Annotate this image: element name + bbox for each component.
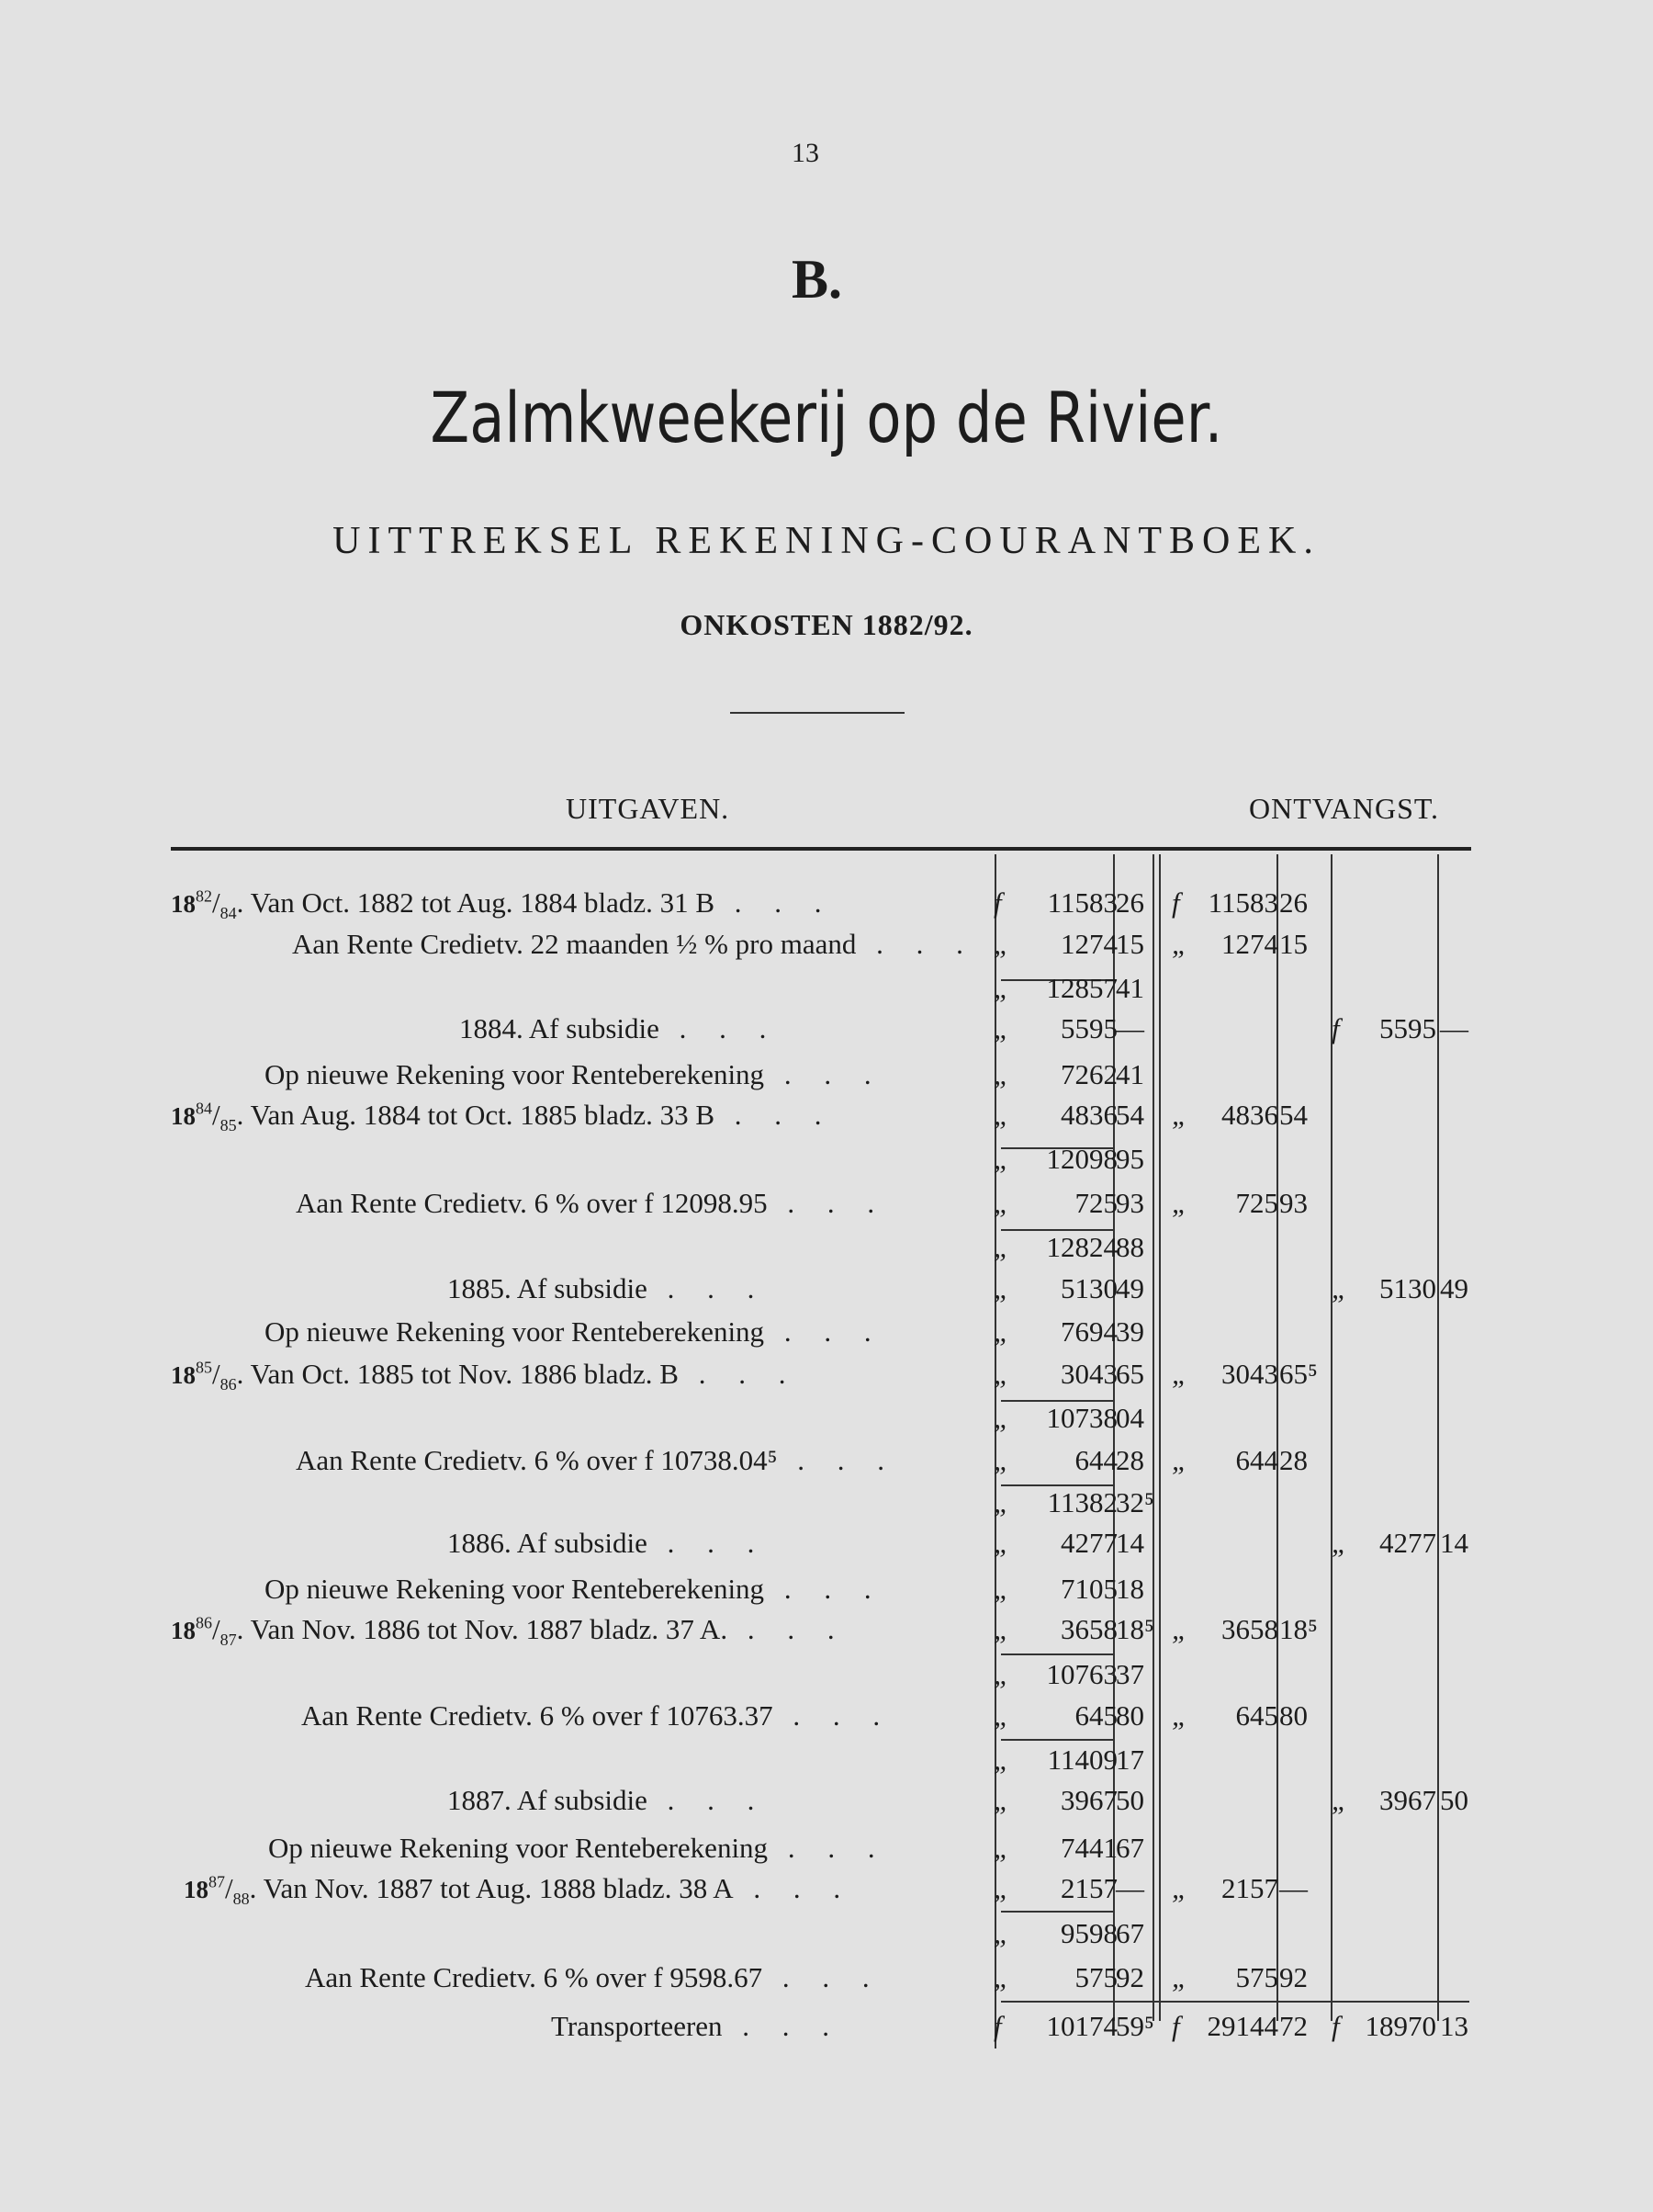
ontvangst-detail-amount: 11583 — [1208, 886, 1278, 919]
ontvangst-detail-currency: f — [1172, 886, 1180, 919]
uitgaven-currency: „ — [994, 972, 1010, 1004]
ontvangst-total-currency: „ — [1332, 1527, 1348, 1559]
uitgaven-amount: 5130 — [1061, 1272, 1118, 1304]
uitgaven-amount: 645 — [1074, 1699, 1118, 1732]
ontvangst-detail-currency: „ — [1172, 1187, 1188, 1219]
ontvangst-total-cents: — — [1440, 1012, 1468, 1044]
uitgaven-cents: 93 — [1116, 1187, 1144, 1219]
ontvangst-total-amount: 18970 — [1365, 2010, 1436, 2042]
row-label: Aan Rente Credietv. 6 % over f 10738.04⁵ — [296, 1444, 778, 1476]
uitgaven-currency: „ — [994, 1832, 1010, 1864]
year-prefix: 18 — [171, 890, 196, 918]
year-sup: 86 — [196, 1613, 212, 1632]
uitgaven-cents: 80 — [1116, 1699, 1144, 1732]
uitgaven-cents: 67 — [1116, 1917, 1144, 1949]
row-label: Op nieuwe Rekening voor Renteberekening — [268, 1832, 769, 1864]
uitgaven-cents: 88 — [1116, 1231, 1144, 1263]
uitgaven-amount: 7694 — [1061, 1315, 1118, 1348]
uitgaven-cents: 67 — [1116, 1832, 1144, 1864]
row-description — [459, 1012, 779, 1045]
page-number: 13 — [792, 138, 819, 168]
table-row — [0, 1012, 1653, 1055]
uitgaven-cents: 32⁵ — [1116, 1486, 1154, 1518]
uitgaven-currency: „ — [994, 1272, 1010, 1304]
ontvangst-total-currency: „ — [1332, 1784, 1348, 1816]
uitgaven-amount: 575 — [1074, 1961, 1118, 1993]
row-label: Van Oct. 1885 tot Nov. 1886 bladz. B — [250, 1358, 679, 1390]
leader-dots: . . . — [714, 1099, 835, 1131]
row-description — [264, 1315, 884, 1349]
year-sup: 85 — [196, 1358, 212, 1377]
row-label: 1885. Af subsidie — [447, 1272, 647, 1304]
uitgaven-currency: „ — [994, 1444, 1010, 1476]
year-sub: 87 — [219, 1631, 237, 1650]
uitgaven-amount: 3043 — [1061, 1358, 1118, 1390]
leader-dots: . . . — [764, 1058, 884, 1090]
table-row — [0, 1699, 1653, 1742]
subheading: ONKOSTEN 1882/92. — [680, 608, 973, 641]
uitgaven-currency: „ — [994, 1315, 1010, 1348]
leader-dots: . . . — [777, 1444, 897, 1476]
ontvangst-detail-cents: 92 — [1279, 1961, 1308, 1993]
uitgaven-amount: 1274 — [1061, 928, 1118, 960]
row-label: Op nieuwe Rekening voor Renteberekening — [264, 1573, 765, 1605]
table-row — [0, 1573, 1653, 1615]
column-header-uitgaven: UITGAVEN. — [566, 792, 730, 825]
row-label: Aan Rente Credietv. 6 % over f 9598.67 — [305, 1961, 763, 1993]
row-description — [551, 2010, 842, 2043]
ontvangst-detail-currency: „ — [1172, 1099, 1188, 1131]
ontvangst-detail-cents: 72 — [1279, 2010, 1308, 2042]
uitgaven-amount: 4836 — [1061, 1099, 1118, 1131]
uitgaven-cents: 95 — [1116, 1143, 1144, 1175]
ontvangst-detail-cents: 80 — [1279, 1699, 1308, 1732]
table-row — [0, 1402, 1653, 1444]
leader-dots: . . . — [647, 1527, 768, 1559]
page-title: Zalmkweekerij op de Rivier. — [430, 377, 1223, 458]
uitgaven-currency: „ — [994, 1573, 1010, 1605]
row-label: Van Nov. 1886 tot Nov. 1887 bladz. 37 A. — [250, 1613, 728, 1645]
uitgaven-currency: „ — [994, 1699, 1010, 1732]
ontvangst-total-amount: 5595 — [1379, 1012, 1436, 1044]
table-row — [0, 1099, 1653, 1141]
uitgaven-amount: 10763 — [1046, 1658, 1118, 1690]
year-sub: 85 — [219, 1116, 237, 1135]
row-description — [268, 1832, 888, 1865]
uitgaven-amount: 12824 — [1046, 1231, 1118, 1263]
uitgaven-amount: 11382 — [1047, 1486, 1118, 1518]
uitgaven-currency: „ — [994, 1961, 1010, 1993]
uitgaven-amount: 3967 — [1061, 1784, 1118, 1816]
leader-dots: . . . — [727, 1613, 848, 1645]
uitgaven-currency: „ — [994, 1187, 1010, 1219]
uitgaven-currency: „ — [994, 1143, 1010, 1175]
uitgaven-currency: „ — [994, 1358, 1010, 1390]
leader-dots: . . . — [856, 928, 976, 960]
table-row — [0, 1486, 1653, 1529]
ontvangst-detail-cents: 15 — [1279, 928, 1308, 960]
year-prefix: 18 — [184, 1876, 208, 1903]
uitgaven-cents: 65 — [1116, 1358, 1144, 1390]
uitgaven-cents: 17 — [1116, 1744, 1144, 1776]
year-sub: 88 — [232, 1890, 250, 1909]
table-row — [0, 1058, 1653, 1100]
table-row — [0, 972, 1653, 1014]
uitgaven-amount: 4277 — [1061, 1527, 1118, 1559]
ontvangst-total-cents: 14 — [1440, 1527, 1468, 1559]
year-sup: 87 — [208, 1872, 225, 1891]
leader-dots: . . . — [767, 1187, 888, 1219]
year-prefix: 18 — [171, 1361, 196, 1389]
ontvangst-detail-amount: 725 — [1235, 1187, 1278, 1219]
row-description — [447, 1272, 767, 1305]
table-row — [0, 1917, 1653, 1959]
ontvangst-total-currency: f — [1332, 2010, 1340, 2042]
table-row — [0, 2010, 1653, 2052]
ontvangst-detail-currency: f — [1172, 2010, 1180, 2042]
ontvangst-total-cents: 13 — [1440, 2010, 1468, 2042]
row-label: 1886. Af subsidie — [447, 1527, 647, 1559]
year-prefix: 18 — [171, 1617, 196, 1644]
ontvangst-detail-currency: „ — [1172, 1872, 1188, 1904]
uitgaven-currency: „ — [994, 1527, 1010, 1559]
uitgaven-currency: f — [994, 886, 1002, 919]
ontvangst-detail-currency: „ — [1172, 1961, 1188, 1993]
ontvangst-detail-amount: 3043 — [1221, 1358, 1278, 1390]
row-description — [305, 1961, 883, 1994]
row-label: Aan Rente Credietv. 6 % over f 10763.37 — [301, 1699, 773, 1732]
uitgaven-currency: „ — [994, 1917, 1010, 1949]
uitgaven-currency: „ — [994, 1872, 1010, 1904]
row-description — [296, 1187, 887, 1220]
row-description — [296, 1444, 897, 1477]
ontvangst-detail-amount: 575 — [1235, 1961, 1278, 1993]
uitgaven-amount: 10738 — [1046, 1402, 1118, 1434]
uitgaven-amount: 725 — [1074, 1187, 1118, 1219]
uitgaven-currency: „ — [994, 1613, 1010, 1645]
uitgaven-amount: 11583 — [1047, 886, 1118, 919]
uitgaven-amount: 9598 — [1061, 1917, 1118, 1949]
table-row — [0, 1527, 1653, 1569]
uitgaven-currency: „ — [994, 1058, 1010, 1090]
table-row — [0, 1744, 1653, 1786]
table-row — [0, 1187, 1653, 1229]
uitgaven-cents: 50 — [1116, 1784, 1144, 1816]
ontvangst-detail-cents: 54 — [1279, 1099, 1308, 1131]
ontvangst-detail-amount: 644 — [1235, 1444, 1278, 1476]
uitgaven-cents: 18⁵ — [1116, 1613, 1154, 1645]
row-description — [264, 1058, 884, 1091]
table-row — [0, 1143, 1653, 1185]
row-label: Aan Rente Credietv. 6 % over f 12098.95 — [296, 1187, 768, 1219]
ontvangst-detail-amount: 2157 — [1221, 1872, 1278, 1904]
table-row — [0, 1658, 1653, 1700]
ontvangst-total-cents: 49 — [1440, 1272, 1468, 1304]
ontvangst-detail-currency: „ — [1172, 1699, 1188, 1732]
uitgaven-cents: 54 — [1116, 1099, 1144, 1131]
table-row — [0, 1272, 1653, 1315]
uitgaven-cents: 26 — [1116, 886, 1144, 919]
ontvangst-detail-amount: 645 — [1235, 1699, 1278, 1732]
uitgaven-cents: 49 — [1116, 1272, 1144, 1304]
uitgaven-amount: 12857 — [1046, 972, 1118, 1004]
ontvangst-detail-cents: 93 — [1279, 1187, 1308, 1219]
column-header-ontvangst: ONTVANGST. — [1249, 792, 1440, 825]
uitgaven-amount: 644 — [1074, 1444, 1118, 1476]
leader-dots: . . . — [722, 2010, 843, 2042]
leader-dots: . . . — [764, 1315, 884, 1348]
row-description — [264, 1573, 884, 1606]
table-row — [0, 1872, 1653, 1914]
uitgaven-amount: 10174 — [1046, 2010, 1118, 2042]
row-description: $18^{82}/_{84}$. Van Oct. 1882 tot Aug. 1884 bladz. 31 B . . . — [171, 886, 835, 923]
row-label: Op nieuwe Rekening voor Renteberekening — [264, 1315, 765, 1348]
uitgaven-currency: „ — [994, 1784, 1010, 1816]
ontvangst-detail-amount: 4836 — [1221, 1099, 1278, 1131]
ontvangst-detail-currency: „ — [1172, 928, 1188, 960]
table-row — [0, 1961, 1653, 2003]
ontvangst-total-currency: „ — [1332, 1272, 1348, 1304]
ontvangst-detail-currency: „ — [1172, 1613, 1188, 1645]
row-description: $18^{87}/_{88}$. Van Nov. 1887 tot Aug. 1888 bladz. 38 A . . . — [184, 1872, 854, 1909]
uitgaven-currency: „ — [994, 928, 1010, 960]
year-sub: 84 — [219, 904, 237, 923]
row-description — [447, 1784, 767, 1817]
uitgaven-cents: — — [1116, 1872, 1144, 1904]
ontvangst-detail-amount: 29144 — [1207, 2010, 1278, 2042]
subtitle: UITTREKSEL REKENING-COURANTBOEK. — [332, 520, 1321, 562]
ontvangst-detail-cents: — — [1279, 1872, 1308, 1904]
uitgaven-currency: „ — [994, 1744, 1010, 1776]
uitgaven-cents: 41 — [1116, 972, 1144, 1004]
row-description: $18^{86}/_{87}$. Van Nov. 1886 tot Nov. 1887 bladz. 37 A. . . . — [171, 1613, 848, 1650]
row-label: Aan Rente Credietv. 22 maanden ½ % pro maand — [292, 928, 857, 960]
uitgaven-cents: 59⁵ — [1116, 2010, 1154, 2042]
row-description — [301, 1699, 893, 1732]
year-prefix: 18 — [171, 1102, 196, 1130]
ontvangst-detail-cents: 28 — [1279, 1444, 1308, 1476]
uitgaven-cents: 18 — [1116, 1573, 1144, 1605]
year-sup: 84 — [196, 1099, 212, 1118]
uitgaven-amount: 3658 — [1061, 1613, 1118, 1645]
row-label: 1887. Af subsidie — [447, 1784, 647, 1816]
table-top-rule — [171, 847, 1471, 851]
uitgaven-cents: 37 — [1116, 1658, 1144, 1690]
uitgaven-cents: — — [1116, 1012, 1144, 1044]
row-label: Van Aug. 1884 tot Oct. 1885 bladz. 33 B — [250, 1099, 715, 1131]
leader-dots: . . . — [658, 1012, 780, 1044]
ontvangst-total-amount: 5130 — [1379, 1272, 1436, 1304]
ontvangst-detail-currency: „ — [1172, 1444, 1188, 1476]
uitgaven-cents: 04 — [1116, 1402, 1144, 1434]
row-label: Op nieuwe Rekening voor Renteberekening — [264, 1058, 765, 1090]
ontvangst-detail-cents: 26 — [1279, 886, 1308, 919]
ontvangst-detail-cents: 18⁵ — [1279, 1613, 1318, 1645]
ontvangst-detail-currency: „ — [1172, 1358, 1188, 1390]
uitgaven-amount: 7262 — [1061, 1058, 1118, 1090]
uitgaven-cents: 15 — [1116, 928, 1144, 960]
year-sub: 86 — [219, 1375, 237, 1394]
leader-dots: . . . — [764, 1573, 884, 1605]
table-row — [0, 1784, 1653, 1826]
uitgaven-currency: „ — [994, 1402, 1010, 1434]
table-row — [0, 1832, 1653, 1874]
table-row — [0, 1315, 1653, 1358]
ontvangst-detail-cents: 65⁵ — [1279, 1358, 1318, 1390]
uitgaven-amount: 2157 — [1061, 1872, 1118, 1904]
uitgaven-amount: 7441 — [1061, 1832, 1118, 1864]
divider — [730, 712, 905, 714]
ontvangst-total-amount: 4277 — [1379, 1527, 1436, 1559]
uitgaven-currency: „ — [994, 1099, 1010, 1131]
ontvangst-total-amount: 3967 — [1379, 1784, 1436, 1816]
table-row — [0, 886, 1653, 929]
leader-dots: . . . — [714, 886, 835, 919]
year-sup: 82 — [196, 886, 212, 906]
table-row — [0, 1358, 1653, 1400]
table-row — [0, 1613, 1653, 1655]
leader-dots: . . . — [772, 1699, 894, 1732]
table-row — [0, 1444, 1653, 1486]
uitgaven-amount: 11409 — [1047, 1744, 1118, 1776]
table-row — [0, 1231, 1653, 1273]
row-description — [292, 928, 976, 961]
ontvangst-detail-amount: 1274 — [1221, 928, 1278, 960]
row-label: Transporteeren — [551, 2010, 723, 2042]
uitgaven-currency: „ — [994, 1658, 1010, 1690]
uitgaven-cents: 41 — [1116, 1058, 1144, 1090]
leader-dots: . . . — [647, 1784, 768, 1816]
row-description — [447, 1527, 767, 1560]
row-label: Van Oct. 1882 tot Aug. 1884 bladz. 31 B — [250, 886, 715, 919]
leader-dots: . . . — [768, 1832, 888, 1864]
uitgaven-currency: „ — [994, 1012, 1010, 1044]
ontvangst-detail-amount: 3658 — [1221, 1613, 1278, 1645]
table-row — [0, 928, 1653, 970]
uitgaven-amount: 5595 — [1061, 1012, 1118, 1044]
uitgaven-currency: f — [994, 2010, 1002, 2042]
row-label: 1884. Af subsidie — [459, 1012, 659, 1044]
row-description: $18^{85}/_{86}$. Van Oct. 1885 tot Nov. 1886 bladz. B . . . — [171, 1358, 799, 1394]
ontvangst-total-currency: f — [1332, 1012, 1340, 1044]
uitgaven-amount: 7105 — [1061, 1573, 1118, 1605]
leader-dots: . . . — [733, 1872, 854, 1904]
row-label: Van Nov. 1887 tot Aug. 1888 bladz. 38 A — [263, 1872, 734, 1904]
ontvangst-total-cents: 50 — [1440, 1784, 1468, 1816]
row-description: $18^{84}/_{85}$. Van Aug. 1884 tot Oct. 1885 bladz. 33 B . . . — [171, 1099, 835, 1135]
uitgaven-currency: „ — [994, 1486, 1010, 1518]
section-letter: B. — [792, 249, 843, 310]
uitgaven-cents: 14 — [1116, 1527, 1144, 1559]
uitgaven-cents: 39 — [1116, 1315, 1144, 1348]
leader-dots: . . . — [678, 1358, 799, 1390]
uitgaven-cents: 28 — [1116, 1444, 1144, 1476]
uitgaven-currency: „ — [994, 1231, 1010, 1263]
uitgaven-amount: 12098 — [1046, 1143, 1118, 1175]
uitgaven-cents: 92 — [1116, 1961, 1144, 1993]
leader-dots: . . . — [647, 1272, 768, 1304]
leader-dots: . . . — [762, 1961, 883, 1993]
